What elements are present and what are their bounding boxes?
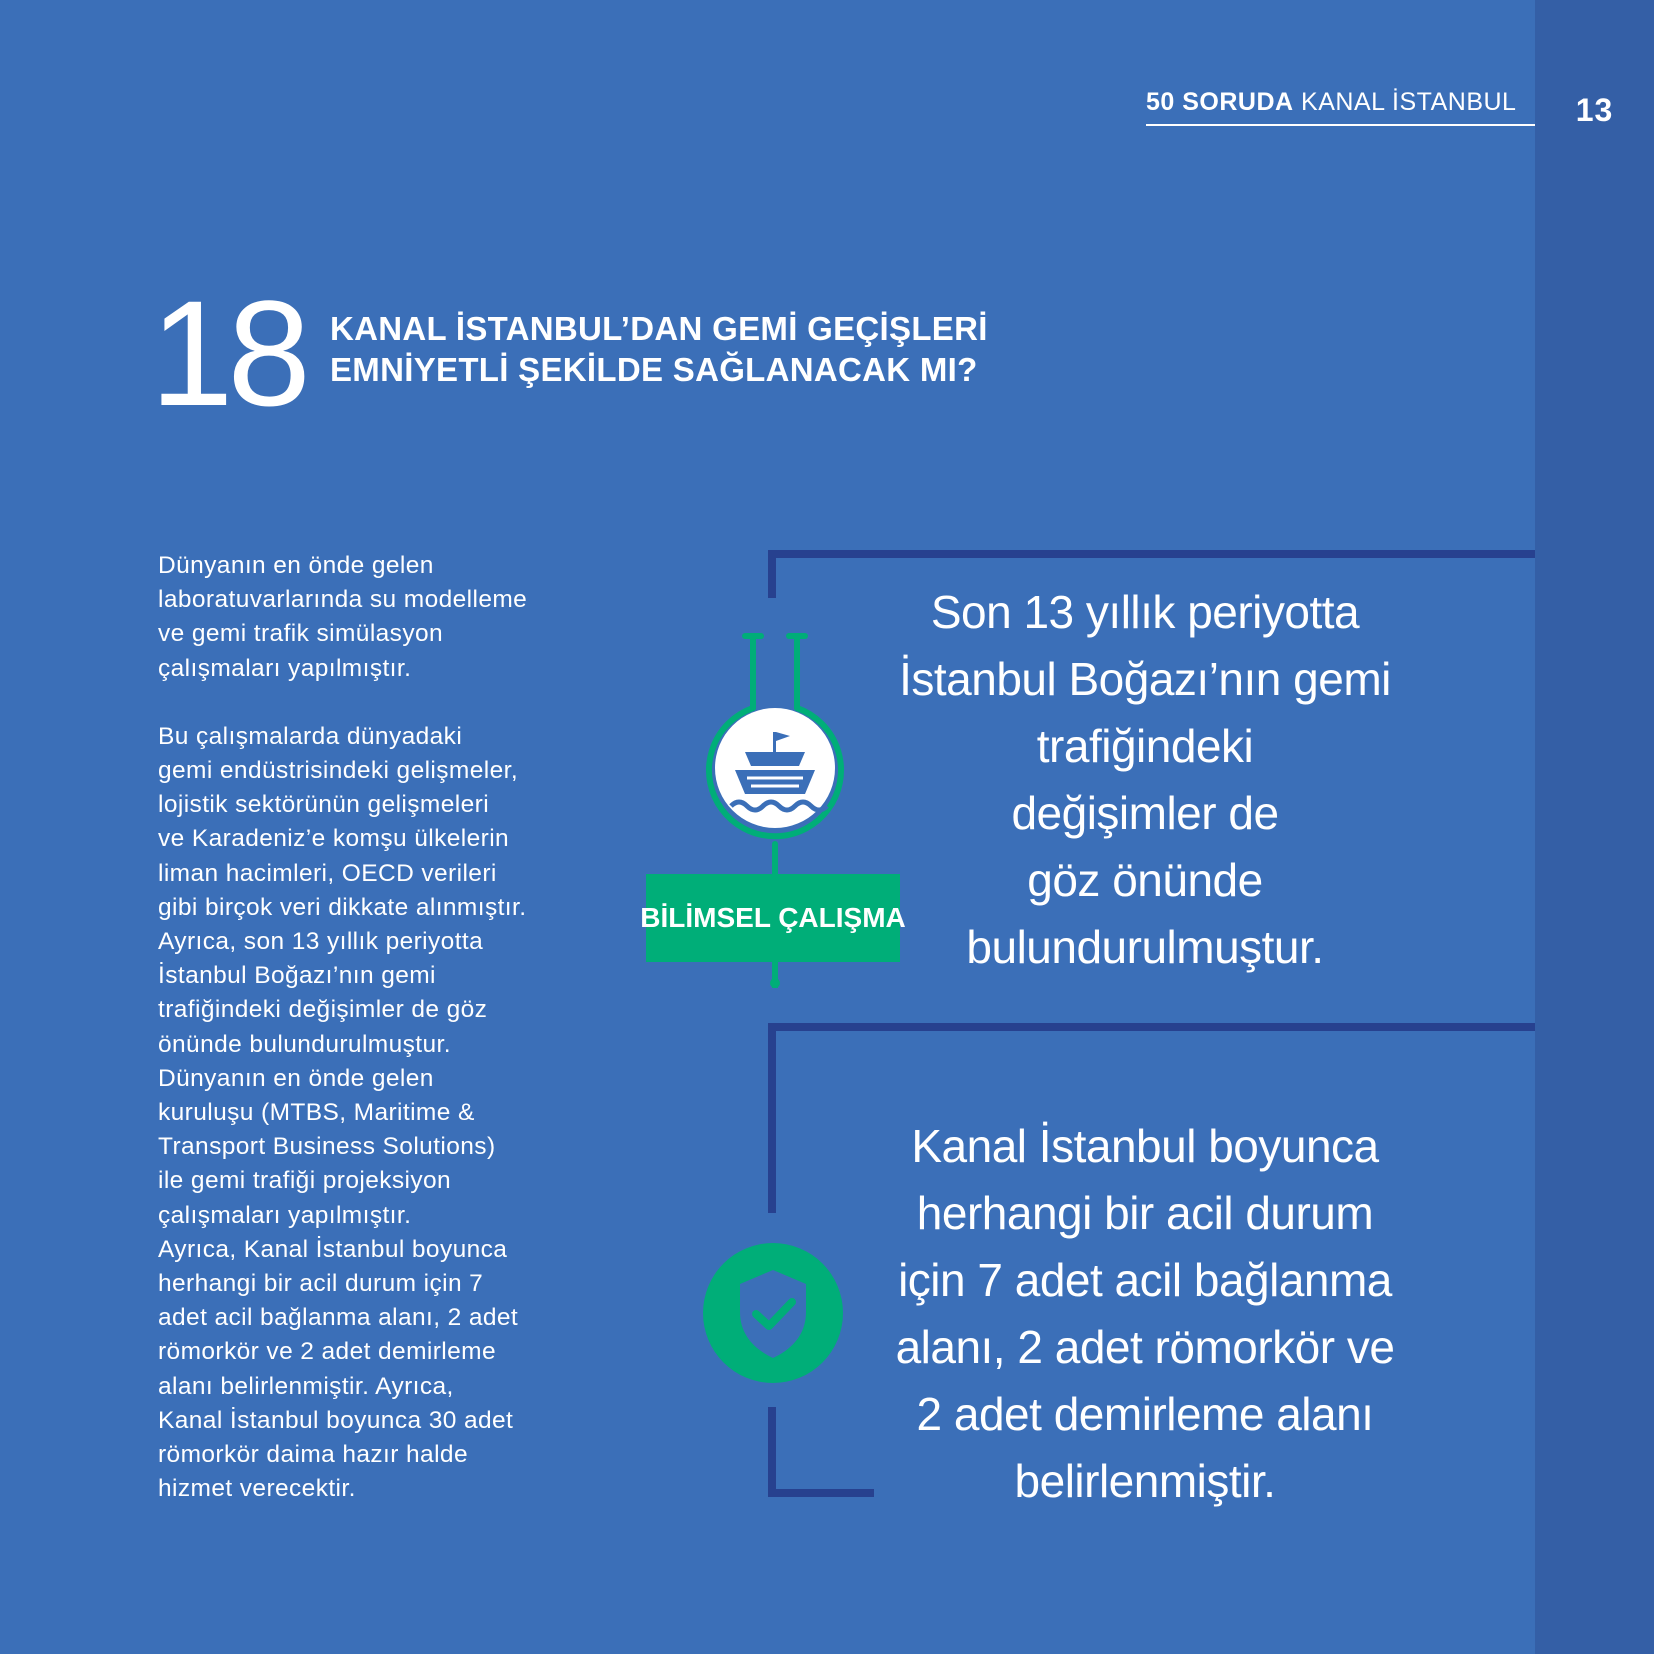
callout-line: alanı, 2 adet römorkör ve [895, 1321, 1395, 1373]
callout-line: 2 adet demirleme alanı [916, 1388, 1374, 1440]
body-line: lojistik sektörünün gelişmeleri [158, 791, 490, 819]
body-paragraph [158, 549, 598, 686]
body-line: İstanbul Boğazı’nın gemi [158, 962, 436, 990]
body-line: ile gemi trafiği projeksiyon [158, 1167, 452, 1195]
callout-traffic [880, 579, 1410, 981]
frame-bottom-line [768, 1489, 874, 1497]
frame-middle-line [768, 1023, 1535, 1031]
callout-line: Son 13 yıllık periyotta [930, 586, 1360, 638]
body-line: laboratuvarlarında su modelleme [158, 586, 528, 614]
body-line: hizmet verecektir. [158, 1475, 356, 1503]
running-header-bold: 50 SORUDA [1146, 88, 1294, 116]
callout-line: İstanbul Boğazı’nın gemi [899, 653, 1391, 705]
body-line: Dünyanın en önde gelen [158, 552, 434, 579]
question-number: 18 [150, 269, 305, 437]
body-line: Dünyanın en önde gelen [158, 1064, 434, 1092]
body-line: çalışmaları yapılmıştır. [158, 1201, 412, 1229]
body-line: Ayrıca, son 13 yıllık periyotta [158, 928, 484, 956]
body-line: Kanal İstanbul boyunca 30 adet [158, 1406, 514, 1434]
badge-bilimsel-calisma [640, 874, 906, 962]
shield-check-icon [700, 1240, 846, 1386]
running-header [1146, 88, 1535, 117]
header-rule [1146, 124, 1535, 126]
callout-line: göz önünde [1027, 854, 1263, 906]
body-line: alanı belirlenmiştir. Ayrıca, [158, 1372, 454, 1400]
question-title [330, 308, 1030, 390]
running-header-rest: KANAL İSTANBUL [1301, 88, 1517, 116]
frame-top-line [768, 550, 1535, 558]
question-title-line: EMNİYETLİ ŞEKİLDE SAĞLANACAK MI? [330, 351, 978, 388]
callout-line: için 7 adet acil bağlanma [898, 1254, 1392, 1306]
callout-emergency [880, 1113, 1410, 1515]
body-line: trafiğindeki değişimler de göz [158, 996, 488, 1024]
callout-line: Kanal İstanbul boyunca [911, 1120, 1379, 1172]
body-line: Ayrıca, Kanal İstanbul boyunca [158, 1235, 508, 1263]
body-line: çalışmaları yapılmıştır. [158, 654, 412, 682]
page-number: 13 [1575, 92, 1614, 128]
side-strip [1535, 0, 1654, 1654]
body-line: gemi endüstrisindeki gelişmeler, [158, 757, 519, 785]
callout-line: değişimler de [1011, 787, 1279, 839]
body-line: Bu çalışmalarda dünyadaki [158, 722, 463, 750]
callout-line: bulundurulmuştur. [966, 921, 1324, 973]
body-line: gibi birçok veri dikkate alınmıştır. [158, 893, 527, 921]
callout-line: trafiğindeki [1036, 720, 1254, 772]
body-line: kuruluşu (MTBS, Maritime & [158, 1099, 475, 1127]
body-line: adet acil bağlanma alanı, 2 adet [158, 1304, 519, 1332]
frame-left-stub-bottom [768, 1407, 776, 1497]
body-line: Transport Business Solutions) [158, 1133, 496, 1161]
body-line: ve gemi trafik simülasyon [158, 620, 444, 648]
body-line: önünde bulundurulmuştur. [158, 1030, 451, 1058]
callout-line: belirlenmiştir. [1014, 1455, 1276, 1507]
frame-left-segment [768, 1023, 776, 1213]
question-title-line: KANAL İSTANBUL’DAN GEMİ GEÇİŞLERİ [330, 310, 988, 347]
frame-left-stub-top [768, 550, 776, 598]
body-line: römorkör daima hazır halde [158, 1441, 468, 1469]
body-paragraph [158, 720, 598, 1507]
body-line: römorkör ve 2 adet demirleme [158, 1338, 496, 1366]
body-line: liman hacimleri, OECD verileri [158, 859, 497, 887]
callout-line: herhangi bir acil durum [916, 1187, 1374, 1239]
body-line: ve Karadeniz’e komşu ülkelerin [158, 825, 510, 853]
body-line: herhangi bir acil durum için 7 [158, 1270, 484, 1298]
badge-label: BİLİMSEL ÇALIŞMA [640, 902, 906, 933]
body-text [158, 549, 598, 1540]
